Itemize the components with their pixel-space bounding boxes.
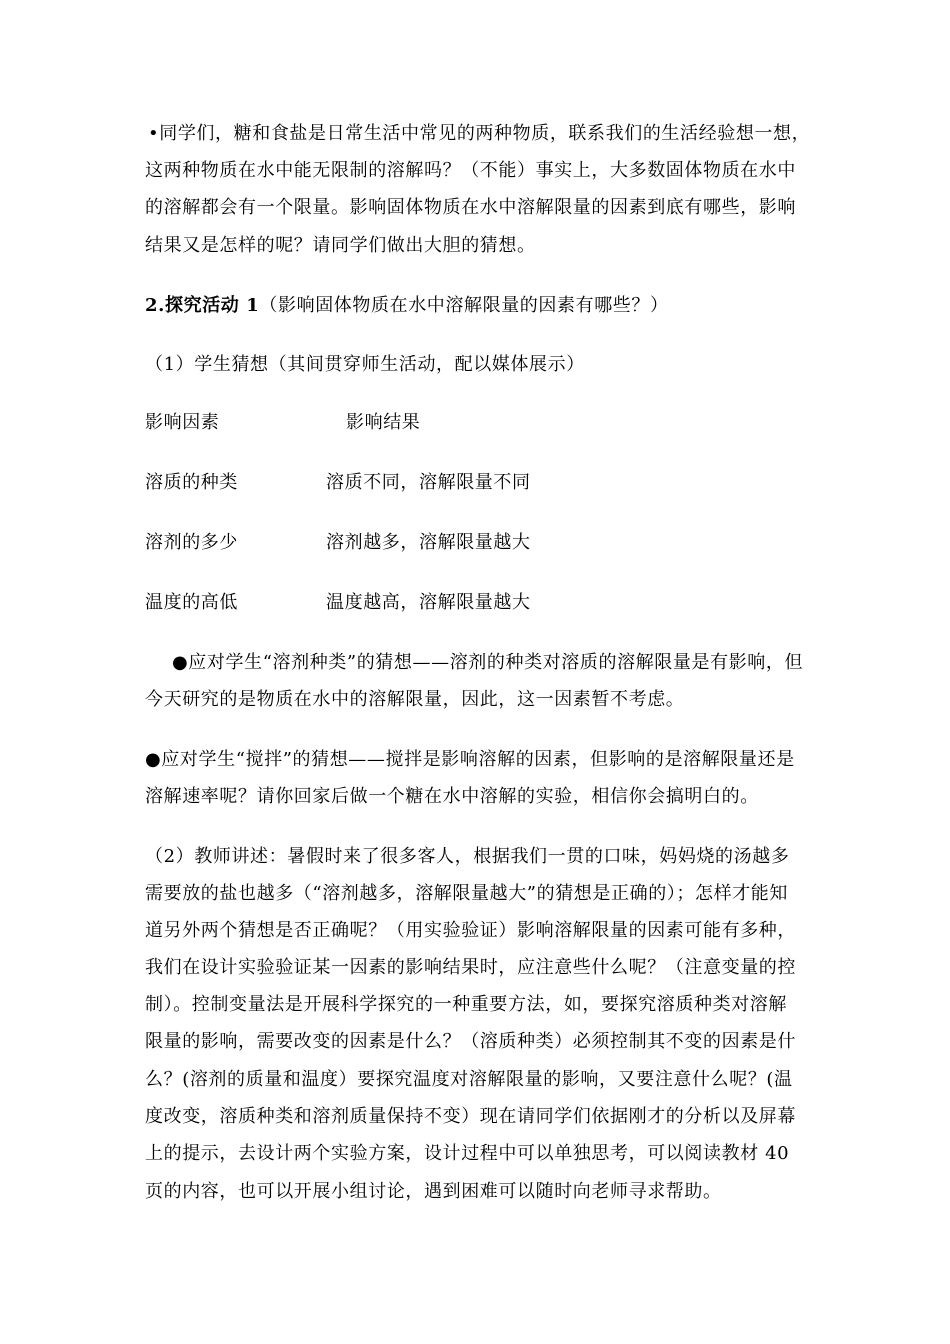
header-factor: 影响因素 <box>145 412 220 433</box>
activity-heading <box>145 294 669 318</box>
table-header-row <box>145 411 845 435</box>
result-cell: 温度越高，溶解限量越大 <box>326 592 531 613</box>
table-row <box>145 471 845 495</box>
teacher-line: 我们在设计实验验证某一因素的影响结果时，应注意些什么呢？（注意变量的控 <box>145 957 796 978</box>
note-line: 今天研究的是物质在水中的溶解限量，因此，这一因素暂不考虑。 <box>145 689 685 710</box>
table-row <box>145 591 845 615</box>
intro-line: •同学们，糖和食盐是日常生活中常见的两种物质，联系我们的生活经验想一想， <box>148 123 811 144</box>
factor-cell: 溶剂的多少 <box>145 532 238 553</box>
teacher-line: 上的提示，去设计两个实验方案，设计过程中可以单独思考，可以阅读教材 40 <box>145 1143 790 1164</box>
teacher-line: 么？(溶剂的质量和温度）要探究温度对溶解限量的影响，又要注意什么呢？(温 <box>145 1069 793 1090</box>
header-result: 影响结果 <box>346 412 421 433</box>
result-cell: 溶剂越多，溶解限量越大 <box>326 532 531 553</box>
intro-line: 这两种物质在水中能无限制的溶解吗？（不能）事实上，大多数固体物质在水中 <box>145 160 796 181</box>
table-row <box>145 531 845 555</box>
intro-line: 结果又是怎样的呢？请同学们做出大胆的猜想。 <box>145 235 536 256</box>
activity-title-bold: 探究活动 1 <box>165 295 260 316</box>
teacher-line: 度改变，溶质种类和溶剂质量保持不变）现在请同学们依据刚才的分析以及屏幕 <box>145 1106 796 1127</box>
teacher-line: 制）。控制变量法是开展科学探究的一种重要方法，如，要探究溶质种类对溶解 <box>145 994 787 1015</box>
factor-cell: 温度的高低 <box>145 592 238 613</box>
teacher-line: 限量的影响，需要改变的因素是什么？（溶质种类）必须控制其不变的因素是什 <box>145 1031 796 1052</box>
factor-cell: 溶质的种类 <box>145 472 238 493</box>
activity-title-rest: （影响固体物质在水中溶解限量的因素有哪些？） <box>259 295 669 316</box>
teacher-line: 需要放的盐也越多（“溶剂越多，溶解限量越大”的猜想是正确的）；怎样才能知 <box>145 883 789 904</box>
teacher-line: 道另外两个猜想是否正确呢？（用实验验证）影响溶解限量的因素可能有多种， <box>145 920 796 941</box>
result-cell: 溶质不同，溶解限量不同 <box>326 472 531 493</box>
note-line: 溶解速率呢？请你回家后做一个糖在水中溶解的实验，相信你会搞明白的。 <box>145 786 759 807</box>
guess-heading: （1）学生猜想（其间贯穿师生活动，配以媒体展示） <box>145 354 585 375</box>
teacher-line: （2）教师讲述：暑假时来了很多客人，根据我们一贯的口味，妈妈烧的汤越多 <box>145 846 790 867</box>
activity-number: 2. <box>145 295 165 316</box>
intro-line: 的溶解都会有一个限量。影响固体物质在水中溶解限量的因素到底有哪些，影响 <box>145 197 796 218</box>
note-line: ●应对学生“溶剂种类”的猜想——溶剂的种类对溶质的溶解限量是有影响，但 <box>172 652 804 673</box>
teacher-line: 页的内容，也可以开展小组讨论，遇到困难可以随时向老师寻求帮助。 <box>145 1181 722 1202</box>
note-line: ●应对学生“搅拌”的猜想——搅拌是影响溶解的因素，但影响的是溶解限量还是 <box>145 749 795 770</box>
